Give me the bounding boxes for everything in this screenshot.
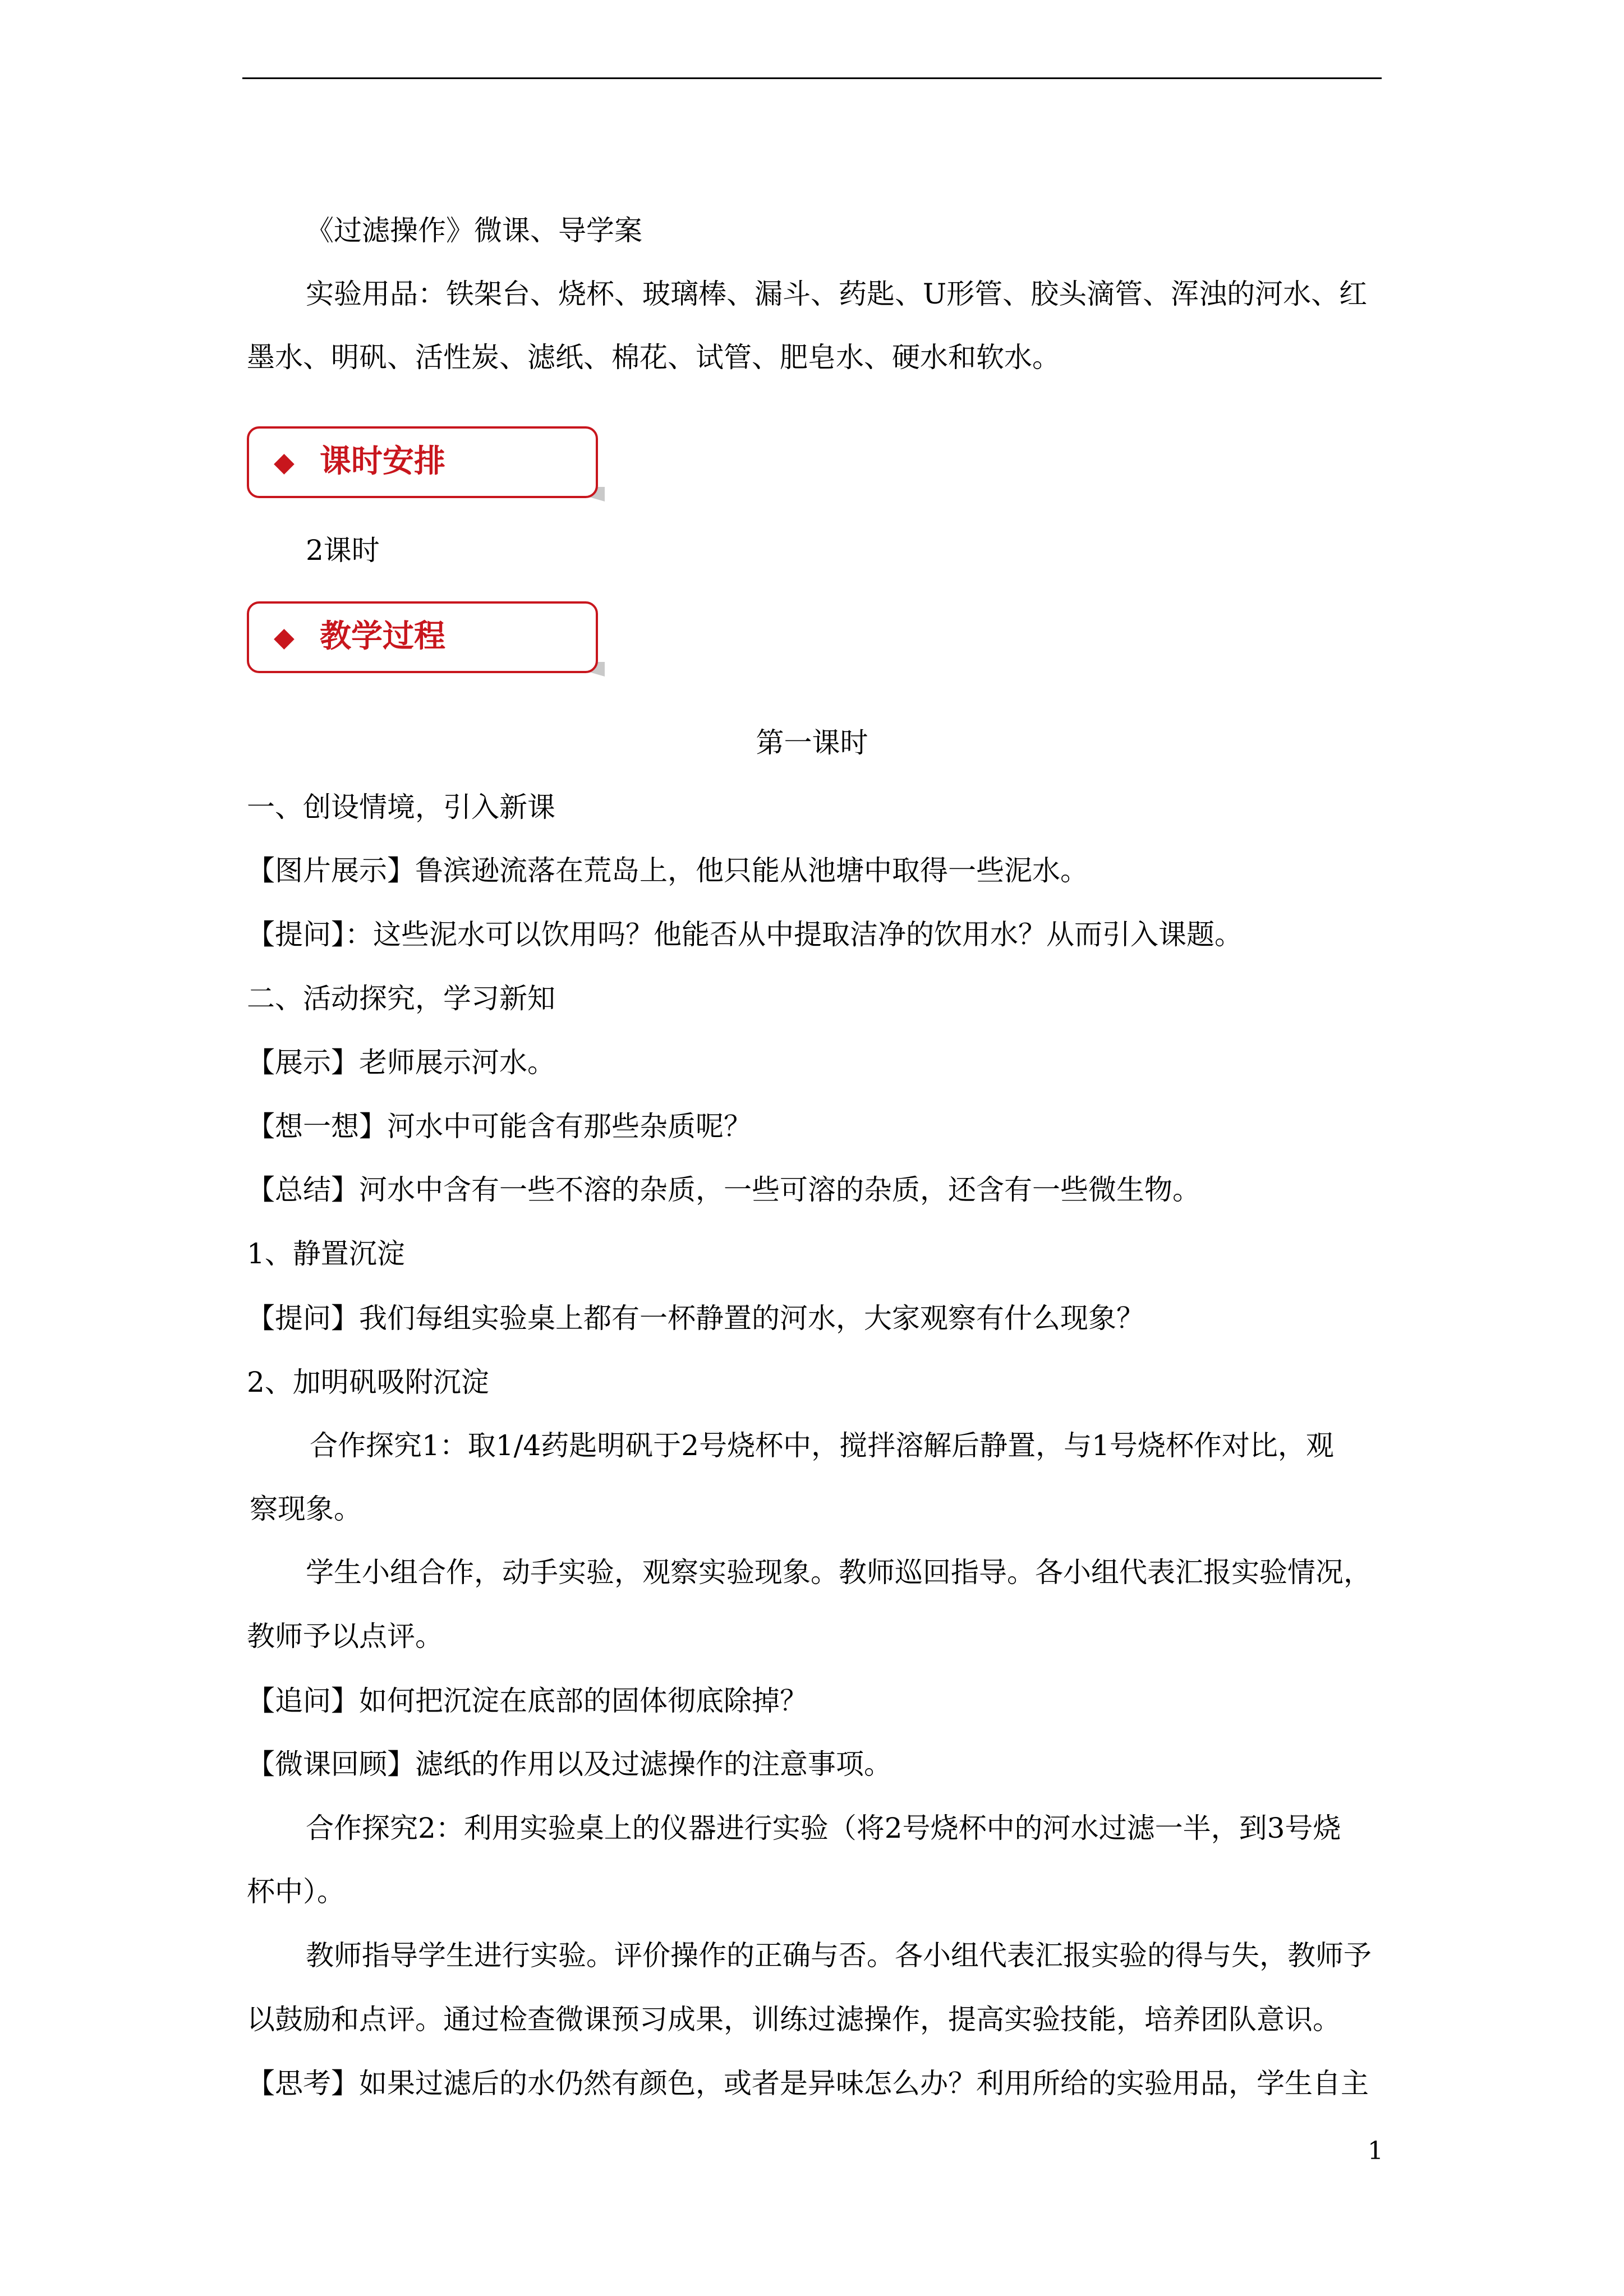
materials-line-2: 墨水、明矾、活性炭、滤纸、棉花、试管、肥皂水、硬水和软水。	[247, 341, 1060, 374]
section-title: 教学过程	[320, 618, 445, 655]
schedule-text: 2课时	[306, 534, 380, 567]
diamond-bullet-icon: ◆	[274, 447, 295, 478]
paragraph-summary: 【总结】河水中含有一些不溶的杂质，一些可溶的杂质，还含有一些微生物。	[247, 1174, 1200, 1206]
paragraph-reflect: 【思考】如果过滤后的水仍然有颜色，或者是异味怎么办？利用所给的实验用品，学生自主	[247, 2067, 1369, 2100]
materials-line-1: 实验用品：铁架台、烧杯、玻璃棒、漏斗、药匙、U形管、胶头滴管、浑浊的河水、红	[306, 278, 1368, 310]
subheading-settle: 1、静置沉淀	[247, 1237, 405, 1270]
paragraph-guide-line-2: 以鼓励和点评。通过检查微课预习成果，训练过滤操作，提高实验技能，培养团队意识。	[247, 2003, 1341, 2036]
paragraph-coop-2-line-2: 杯中）。	[247, 1875, 345, 1908]
heading-activity: 二、活动探究，学习新知	[247, 982, 555, 1015]
paragraph-followup: 【追问】如何把沉淀在底部的固体彻底除掉？	[247, 1685, 808, 1717]
paragraph-display: 【展示】老师展示河水。	[247, 1046, 555, 1079]
section-header-schedule	[247, 426, 606, 501]
paragraph-coop-1-line-2: 察现象。	[250, 1493, 362, 1525]
paragraph-coop-2-line-1: 合作探究2：利用实验桌上的仪器进行实验（将2号烧杯中的河水过滤一半，到3号烧	[306, 1812, 1341, 1844]
document-title: 《过滤操作》微课、导学案	[306, 214, 642, 247]
paragraph-group-line-2: 教师予以点评。	[247, 1620, 443, 1653]
diamond-bullet-icon: ◆	[274, 622, 295, 653]
lesson-title: 第一课时	[756, 726, 868, 759]
header-rule	[242, 77, 1382, 79]
page-number: 1	[1368, 2137, 1383, 2165]
section-header-process	[247, 601, 606, 677]
paragraph-microlesson: 【微课回顾】滤纸的作用以及过滤操作的注意事项。	[247, 1748, 892, 1780]
paragraph-guide-line-1: 教师指导学生进行实验。评价操作的正确与否。各小组代表汇报实验的得与失，教师予	[306, 1939, 1372, 1972]
section-title: 课时安排	[320, 443, 445, 480]
heading-intro: 一、创设情境，引入新课	[247, 791, 555, 823]
paragraph-coop-1-line-1: 合作探究1：取1/4药匙明矾于2号烧杯中，搅拌溶解后静置，与1号烧杯作对比，观	[310, 1429, 1334, 1462]
paragraph-question: 【提问】：这些泥水可以饮用吗？他能否从中提取洁净的饮用水？从而引入课题。	[247, 918, 1243, 951]
paragraph-group-line-1: 学生小组合作，动手实验，观察实验现象。教师巡回指导。各小组代表汇报实验情况，	[306, 1556, 1372, 1589]
paragraph-picture: 【图片展示】鲁滨逊流落在荒岛上，他只能从池塘中取得一些泥水。	[247, 854, 1088, 887]
paragraph-question-2: 【提问】我们每组实验桌上都有一杯静置的河水，大家观察有什么现象？	[247, 1302, 1144, 1335]
paragraph-think: 【想一想】河水中可能含有那些杂质呢？	[247, 1110, 752, 1143]
subheading-alum: 2、加明矾吸附沉淀	[247, 1366, 489, 1398]
